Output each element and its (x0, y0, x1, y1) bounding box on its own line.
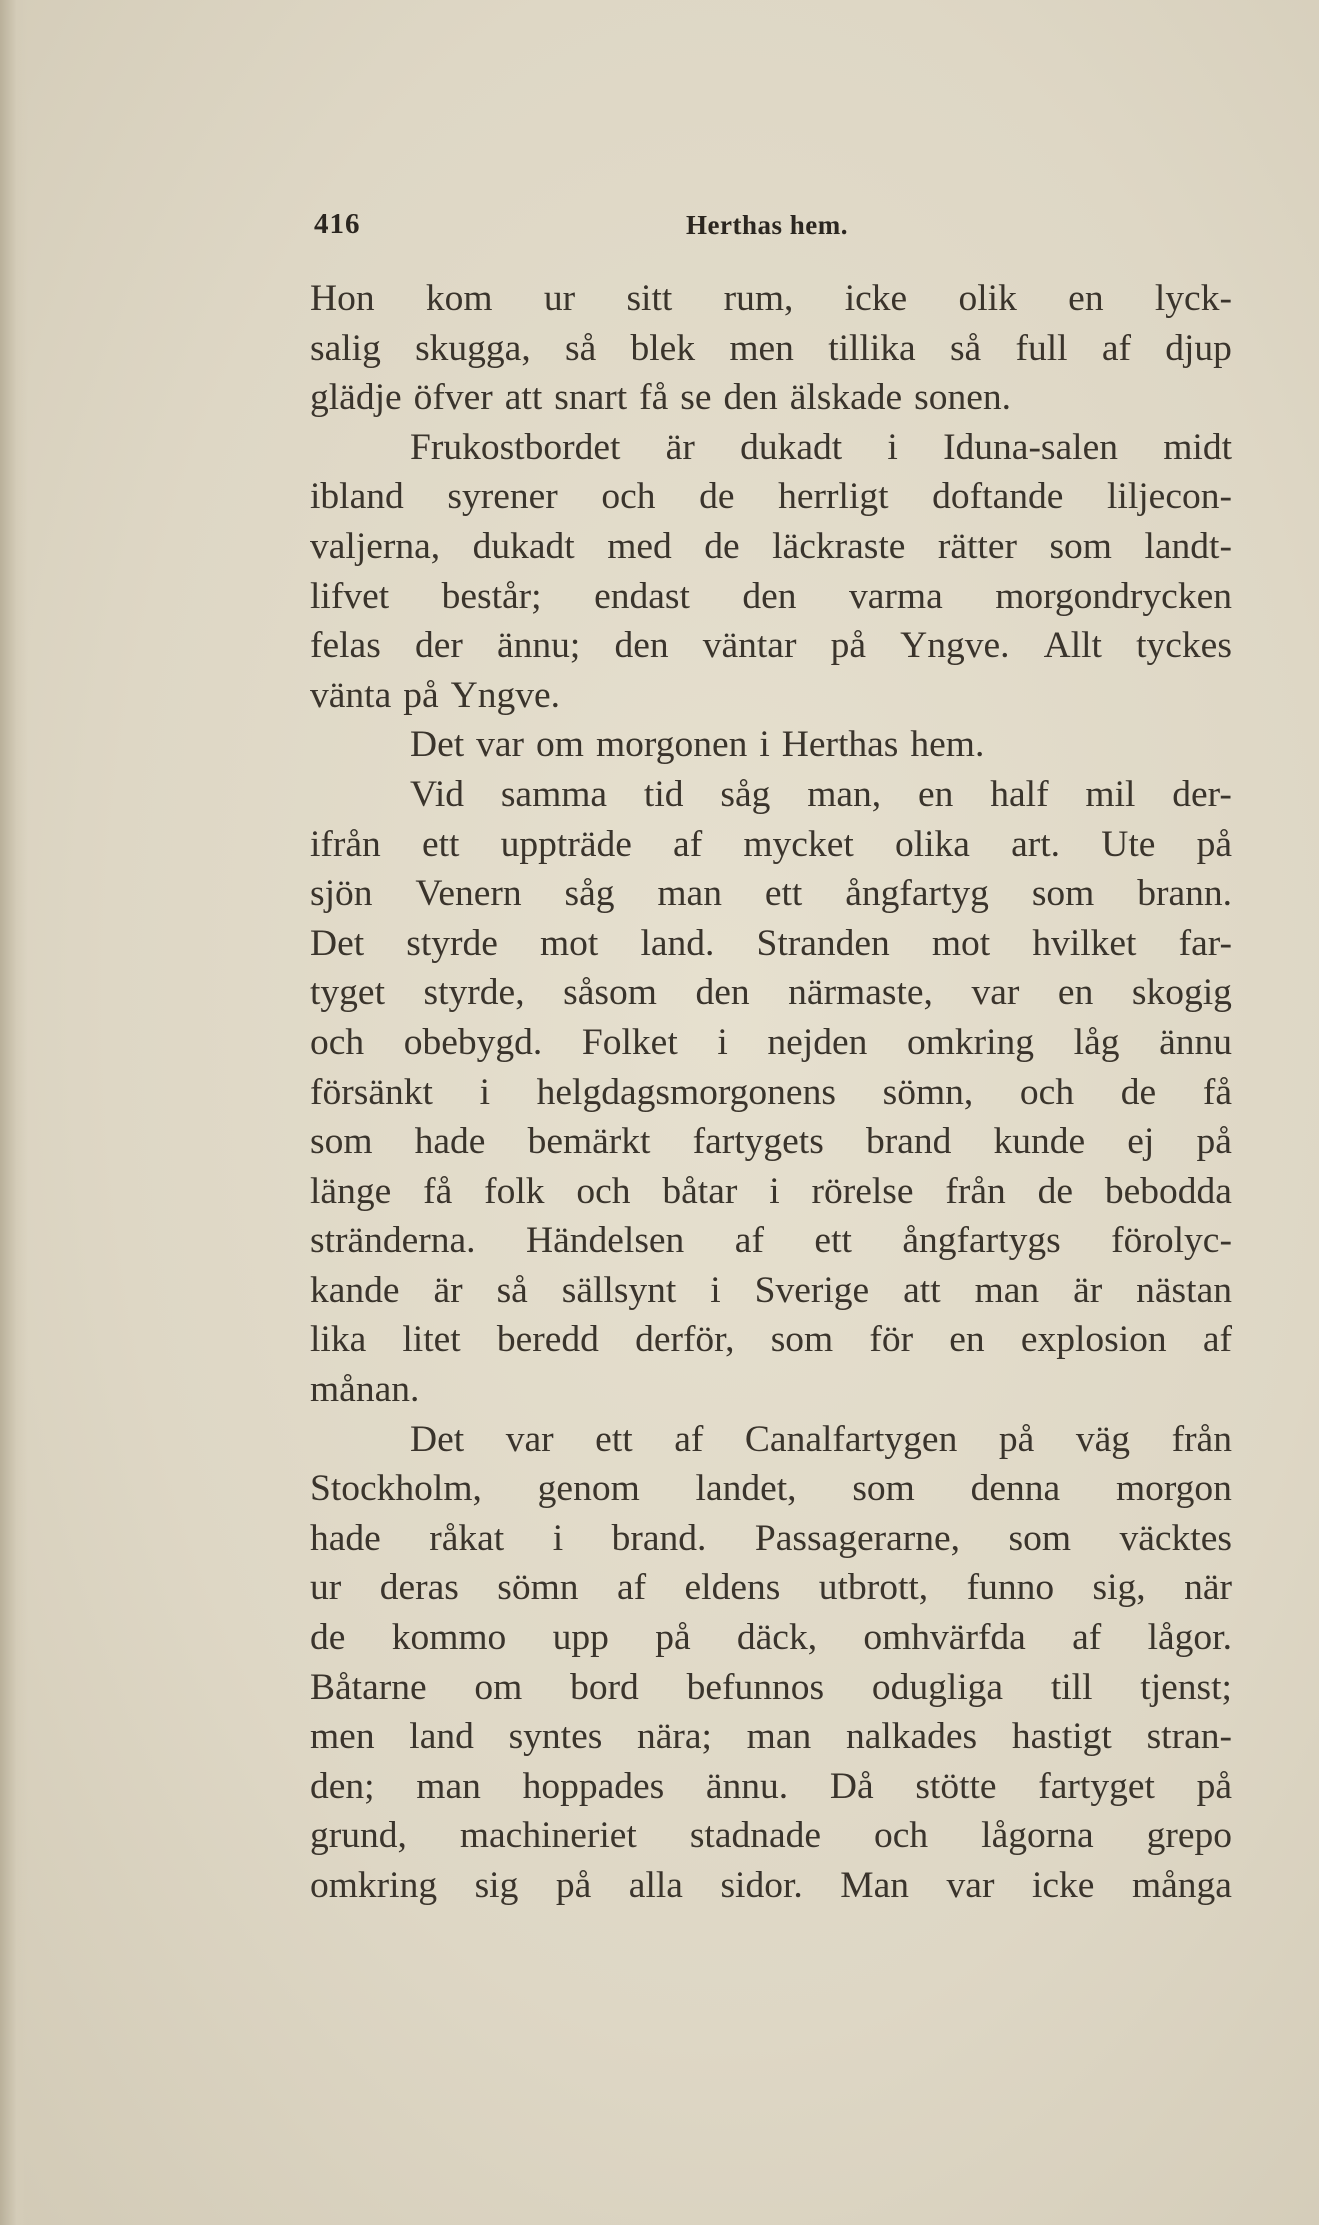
body-text (310, 274, 1232, 1911)
text-line: valjerna, dukadt med de läckraste rätter som landt- (310, 525, 1232, 567)
text-line: och obebygd. Folket i nejden omkring låg ännu (310, 1021, 1232, 1063)
text-line: sjön Venern såg man ett ångfartyg som brann. (310, 873, 1232, 915)
page-number: 416 (314, 208, 361, 240)
text-line: hade råkat i brand. Passagerarne, som väcktes (310, 1517, 1232, 1559)
text-line: kande är så sällsynt i Sverige att man är nästan (310, 1269, 1232, 1311)
text-line: Vid samma tid såg man, en half mil der- (410, 773, 1232, 815)
text-line: ibland syrener och de herrligt doftande liljecon- (310, 476, 1232, 518)
text-line: grund, machineriet stadnade och lågorna grepo (310, 1815, 1232, 1857)
text-line: omkring sig på alla sidor. Man var icke många (310, 1865, 1232, 1906)
text-line: som hade bemärkt fartygets brand kunde ej på (310, 1121, 1232, 1163)
text-line: månan. (310, 1369, 420, 1411)
text-line: länge få folk och båtar i rörelse från de bebodda (310, 1170, 1232, 1212)
text-line: ifrån ett uppträde af mycket olika art. Ute på (310, 823, 1232, 865)
text-line: stränderna. Händelsen af ett ångfartygs förolyc- (310, 1220, 1232, 1262)
text-line: salig skugga, så blek men tillika så full af djup (310, 327, 1232, 369)
text-line: de kommo upp på däck, omhvärfda af lågor. (310, 1617, 1232, 1659)
text-line: Det var ett af Canalfartygen på väg från (410, 1418, 1232, 1460)
text-line: felas der ännu; den väntar på Yngve. Allt tyckes (310, 625, 1232, 667)
text-line: Frukostbordet är dukadt i Iduna-salen midt (410, 426, 1232, 468)
text-line: lika litet beredd derför, som för en explosion af (310, 1319, 1232, 1361)
text-line: Hon kom ur sitt rum, icke olik en lyck- (310, 278, 1232, 319)
page-header (314, 208, 1234, 248)
text-line: lifvet består; endast den varma morgondrycken (310, 575, 1232, 617)
text-line: glädje öfver att snart få se den älskade sonen. (310, 377, 1012, 419)
text-line: Stockholm, genom landet, som denna morgon (310, 1468, 1232, 1510)
text-line: Båtarne om bord befunnos odugliga till tjenst; (310, 1666, 1232, 1708)
text-line: Det var om morgonen i Herthas hem. (410, 724, 985, 766)
text-line: tyget styrde, såsom den närmaste, var en skogig (310, 972, 1232, 1014)
text-line: Det styrde mot land. Stranden mot hvilket far- (310, 922, 1232, 964)
text-line: den; man hoppades ännu. Då stötte fartyget på (310, 1765, 1232, 1807)
text-line: vänta på Yngve. (310, 674, 560, 716)
text-line: försänkt i helgdagsmorgonens sömn, och de få (310, 1071, 1232, 1113)
binding-shadow (0, 0, 28, 2225)
running-title: Herthas hem. (686, 210, 848, 240)
text-line: men land syntes nära; man nalkades hastigt stran- (310, 1716, 1232, 1758)
text-line: ur deras sömn af eldens utbrott, funno sig, när (310, 1567, 1232, 1609)
